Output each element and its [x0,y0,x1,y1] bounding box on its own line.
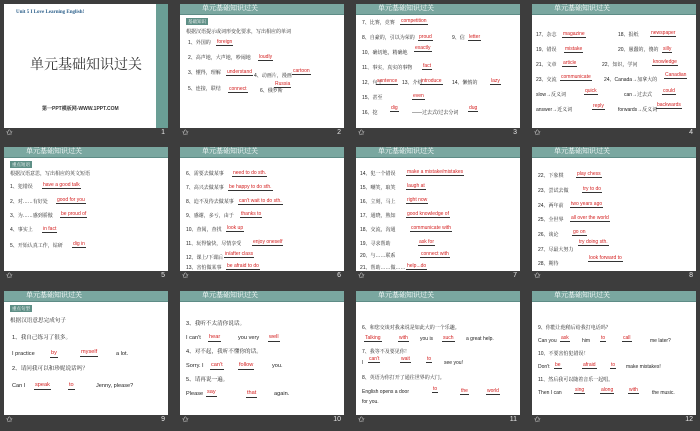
answer-fill: that [247,390,257,396]
item-prompt: 2、对……有好处 [10,199,48,205]
slide-number: 6 [337,272,341,279]
answer-fill: be proud of [61,211,87,217]
sentence-text: for you. [362,399,379,405]
sentence-text: I [362,360,364,366]
sentence-text: see you! [444,360,463,366]
title-slide [4,4,168,128]
item-prompt: 16、立刻，马上 [360,199,396,205]
item-prompt: 7、高兴去做某事 [186,185,224,191]
sentence-text: Then I can [538,390,562,396]
sentence-text: Jenny, please? [96,383,134,389]
item-prompt: 5、请再说一遍。 [186,377,229,383]
item-prompt: 24、Canada→加拿大的 [604,77,658,83]
answer-fill: communicate [561,74,591,80]
answer-fill: lazy [491,78,500,84]
item-prompt: 18、交流，沟通 [360,227,396,233]
slide-number: 9 [161,416,165,423]
slide-number: 7 [513,272,517,279]
answer-fill: myself [81,349,98,355]
slide-header-bar [180,147,344,158]
section-tag: 重点短语 [12,162,30,167]
slide-header-bar [4,147,168,158]
item-prompt: 2、高声地，大声地，吵闹地 [188,55,251,61]
slide-thumbnail-1[interactable] [4,4,168,140]
answer-fill: with [399,335,408,341]
item-prompt: 18、报纸 [618,32,639,38]
answer-fill: letter [469,34,481,40]
slide-header-bar [356,147,520,158]
slide-header-title: 单元基础知识过关 [554,148,610,155]
slide-header-bar [532,4,696,15]
item-prompt: 20、与……联系 [360,253,396,259]
answer-fill: fact [423,63,432,69]
star-icon[interactable]: ✩ [6,271,13,280]
section-tag: 重点句型 [12,306,30,311]
answer-fill: make a mistake/mistakes [407,169,464,175]
slide-footer [4,415,168,427]
answer-fill: dig [391,105,398,111]
answer-fill: exactly [415,45,431,51]
answer-fill: can't [369,356,380,362]
answer-fill: follow [239,362,254,368]
star-icon[interactable]: ✩ [358,128,365,137]
item-prompt: 11、玩得愉快，尽情享受 [186,241,242,247]
slide-thumbnail-5[interactable] [4,147,168,283]
sentence-text: I can't [186,335,201,341]
answer-fill: mistake [565,46,583,52]
answer-fill: reply [593,103,604,109]
answer-fill: cartoon [293,68,310,74]
answer-fill: article [563,60,577,66]
item-prompt: 11、然后我可以随着音乐一起唱。 [538,377,614,383]
answer-fill: loudly [259,54,273,60]
slide-footer [356,271,520,283]
answer-fill: even [413,93,424,99]
slide-thumbnail-9[interactable] [4,291,168,427]
slide-footer [356,415,520,427]
answer-fill: try doing sth. [579,239,608,245]
star-icon[interactable]: ✩ [534,271,541,280]
item-prompt: 4、动画片，漫画 [254,73,292,79]
item-prompt: 24、两年前 [538,203,564,209]
answer-fill: good knowledge of [407,211,449,217]
item-prompt: 13、害怕做某事 [186,265,222,271]
item-prompt: 5、开始认真工作，钻研 [10,243,63,249]
answer-fill: two years ago [571,201,603,207]
item-prompt: 8、自豪的，引以为荣的 [362,35,415,41]
slide-header-title: 单元基础知识过关 [554,292,610,299]
item-prompt: 28、期待 [538,261,559,267]
answer-fill: connect with [421,251,449,257]
item-prompt: 4、事实上 [10,227,33,233]
star-icon[interactable]: ✩ [534,415,541,424]
slide-header-title: 单元基础知识过关 [378,148,434,155]
answer-fill: try to do [583,186,602,192]
star-icon[interactable]: ✩ [6,415,13,424]
slide-footer [180,128,344,140]
slide-thumbnail-7[interactable] [356,147,520,283]
item-prompt: ——过去式/过去分词 [412,110,459,116]
item-prompt: 6、和您交谈对我来说是如此大的一个乐趣。 [362,325,460,331]
item-prompt: 9、你能让他稍后给我打电话吗？ [538,325,611,331]
answer-fill: silly [663,46,672,52]
answer-fill: Canadian [665,72,687,78]
slide-footer [356,128,520,140]
slide-content [532,147,696,271]
slide-content [180,291,344,415]
slide-content [4,147,168,271]
slide-content [356,291,520,415]
decorative-strip [156,4,168,128]
answer-fill: have a good talk [43,182,80,188]
answer-fill: newspaper [651,30,676,36]
answer-fill: wait [401,356,410,362]
answer-fill: speak [35,382,50,388]
item-prompt: 23、交流 [536,77,557,83]
answer-fill: good for you [57,197,85,203]
star-icon[interactable]: ✩ [358,271,365,280]
item-prompt: can→过去式 [624,92,653,98]
slide-footer [4,271,168,283]
item-prompt: 8、迫不及待去做某事 [186,199,234,205]
item-prompt: 8、英语为你打开了通往世界的大门。 [362,375,445,381]
slide-header-bar [532,291,696,302]
item-prompt: 14、犯一个错误 [360,171,396,177]
item-prompt: 15、嘲笑，取笑 [360,185,396,191]
sentence-text: the music. [652,390,675,396]
answer-fill: can't wait to do sth. [239,198,282,204]
item-prompt: 22、下象棋 [538,173,564,179]
item-prompt: 21、帮助……做…… [360,265,406,271]
item-prompt: 7、比赛，竞赛 [362,20,395,26]
item-prompt: 25、全世界 [538,217,564,223]
star-icon[interactable]: ✩ [358,415,365,424]
sentence-text: me later? [650,338,671,344]
slide-number: 2 [337,129,341,136]
sentence-text: Can I [12,383,26,389]
answer-fill: magazine [563,31,585,37]
item-prompt: 4、对不起，我听不懂你的话。 [186,349,262,355]
item-prompt: 14、懒惰的 [452,80,478,86]
slide-number: 1 [161,129,165,136]
slide-header-title: 单元基础知识过关 [202,148,258,155]
answer-fill: to [601,335,606,341]
answer-fill: connect [229,86,247,92]
answer-fill: along [601,387,614,393]
answer-fill: communicate with [411,225,452,231]
star-icon[interactable]: ✩ [182,271,189,280]
item-prompt: forwards→反义词 [618,107,658,113]
slide-thumbnail-8[interactable] [532,147,696,283]
item-prompt: 27、尽最大努力 [538,247,574,253]
slide-header-bar [180,291,344,302]
answer-fill: could [663,88,675,94]
answer-fill: be [555,362,561,368]
sentence-text: him [582,338,591,344]
slide-footer [532,271,696,283]
item-prompt: 19、错误 [536,47,557,53]
item-prompt: 9、信 [452,35,465,41]
sentence-text: you. [272,363,283,369]
slide-thumbnail-11[interactable] [356,291,520,427]
answer-fill: sing [575,387,585,393]
slide-content [356,147,520,271]
slide-footer [532,128,696,140]
answer-fill: Russia [275,81,291,87]
slide-thumbnail-10[interactable] [180,291,344,427]
sentence-text: again. [274,391,290,397]
slide-number: 10 [333,416,341,423]
item-prompt: 10、确切地，精确地 [362,50,408,56]
item-prompt: 20、愚蠢的，傻的 [618,47,659,53]
unit-title: Unit 5 I Love Learning English! [16,10,85,15]
answer-fill: understand [227,69,253,75]
answer-fill: help...do [407,263,427,269]
item-prompt: 12、句子 [362,80,383,86]
answer-fill: backwards [657,102,681,108]
answer-fill: to [427,356,432,362]
slide-header-bar [180,4,344,15]
sentence-text: you is [420,336,434,342]
sentence-text: English opens a door [362,389,409,395]
slide-header-bar [532,147,696,158]
slide-main-title: 单元基础知识过关 [30,57,142,73]
answer-fill: hear [209,334,221,340]
sentence-text: make mistakes! [626,364,661,370]
slide-number: 4 [689,129,693,136]
item-prompt: 1、犯错误 [10,184,33,190]
item-prompt: 3、为……感到骄傲 [10,213,53,219]
item-prompt: 22、知识，学问 [602,62,638,68]
item-prompt: 13、介绍 [402,80,423,86]
slide-content [180,4,344,128]
answer-fill: foreign [217,39,233,45]
answer-fill: ask for [419,239,435,245]
slide-header-bar [356,4,520,15]
slide-number: 11 [509,416,517,423]
slide-content [4,291,168,415]
answer-fill: world [487,388,499,394]
item-prompt: 12、课上/下课后 [186,255,223,261]
instruction-text: 根据汉语提示或词形变化要求，写出相应的单词 [186,29,292,35]
answer-fill: play chess [577,171,601,177]
answer-fill: by [51,350,57,356]
answer-fill: knowledge [653,59,677,65]
item-prompt: 10、查阅，查找 [186,227,222,233]
answer-fill: be afraid to do [227,263,259,269]
item-prompt: 15、甚至 [362,95,383,101]
slide-header-title: 单元基础知识过关 [378,292,434,299]
answer-fill: to [433,386,438,392]
answer-fill: go on [573,229,586,235]
answer-fill: say [207,389,216,395]
answer-fill: the [461,388,468,394]
slide-header-title: 单元基础知识过关 [378,5,434,12]
slide-footer [180,415,344,427]
slide-header-title: 单元基础知识过关 [26,148,82,155]
answer-fill: sentence [377,78,398,84]
sentence-text: Sorry. I [186,363,204,369]
sentence-text: Please [186,391,204,397]
answer-fill: with [629,387,638,393]
slide-content [180,147,344,271]
item-prompt: 26、谈论 [538,232,559,238]
sentence-text: Can you [538,338,557,344]
answer-fill: look forward to [589,255,622,261]
answer-fill: proud [419,34,432,40]
section-tag: 基础知识 [188,19,206,24]
slide-header-title: 单元基础知识过关 [26,292,82,299]
sentence-text: a lot. [116,351,129,357]
slide-number: 3 [513,129,517,136]
slide-content [532,291,696,415]
item-prompt: 6、俄罗斯 [260,88,283,94]
slide-number: 5 [161,272,165,279]
answer-fill: all over the world [571,215,609,221]
star-icon[interactable]: ✩ [182,128,189,137]
item-prompt: 19、寻求帮助 [360,241,391,247]
slide-header-title: 单元基础知识过关 [202,292,258,299]
slide-thumbnail-2[interactable] [180,4,344,140]
answer-fill: to [611,362,616,368]
answer-fill: Talking [365,335,381,341]
slide-header-bar [4,291,168,302]
item-prompt: 23、尝试去做 [538,188,569,194]
item-prompt: slow→反义词 [536,92,567,98]
slide-footer [4,128,168,140]
site-watermark: 第一PPT模板网-WWW.1PPT.COM [42,106,119,112]
item-prompt: 11、事实，真实的事物 [362,65,413,71]
answer-fill: such [443,335,454,341]
item-prompt: 3、我听不太清你说话。 [186,321,246,327]
item-prompt: 7、我等不及要见你！ [362,349,410,355]
sentence-text: I practice [12,351,35,357]
slide-header-bar [356,291,520,302]
item-prompt: 16、挖 [362,110,378,116]
slide-thumbnail-4[interactable] [532,4,696,140]
answer-fill: ask [561,335,569,341]
sentence-text: a great help. [466,336,494,342]
item-prompt: 3、懂得，理解 [188,70,221,76]
answer-fill: dug [469,105,478,111]
item-prompt: 17、通晓，熟知 [360,213,396,219]
item-prompt: 5、连接，联结 [188,86,221,92]
slide-header-title: 单元基础知识过关 [202,5,258,12]
slide-content [356,4,520,128]
slide-header-title: 单元基础知识过关 [554,5,610,12]
sentence-text: Don't [538,364,550,370]
slide-thumbnail-3[interactable] [356,4,520,140]
answer-fill: laugh at [407,183,425,189]
answer-fill: look up [227,225,244,231]
slide-number: 8 [689,272,693,279]
answer-fill: be happy to do sth. [229,184,272,190]
answer-fill: afraid [583,362,596,368]
answer-fill: need to do sth. [233,170,267,176]
answer-fill: right now [407,197,428,203]
item-prompt: 2、请问我可以和珍妮说话吗？ [12,366,88,372]
item-prompt: 9、感谢，多亏，由于 [186,213,234,219]
slide-content [532,4,696,128]
instruction-text: 根据汉语意思完成句子 [10,318,66,324]
answer-fill: in fact [43,226,57,232]
item-prompt: 10、不要害怕犯错误！ [538,351,589,357]
item-prompt: 21、文章 [536,62,557,68]
slide-footer [180,271,344,283]
answer-fill: enjoy oneself [253,239,283,245]
star-icon[interactable]: ✩ [182,415,189,424]
slide-number: 12 [685,416,693,423]
slide-footer [532,415,696,427]
answer-fill: to [69,382,74,388]
answer-fill: thanks to [241,211,262,217]
item-prompt: 17、杂志 [536,32,557,38]
answer-fill: call [623,335,631,341]
answer-fill: introduce [421,78,442,84]
answer-fill: can't [211,362,223,368]
answer-fill: in/after class [225,251,254,257]
answer-fill: dig in [73,241,85,247]
sentence-text: you very [238,335,260,341]
instruction-text: 根据汉语意思，写出相应的英文短语 [10,171,91,177]
star-icon[interactable]: ✩ [6,128,13,137]
star-icon[interactable]: ✩ [534,128,541,137]
slide-thumbnail-6[interactable] [180,147,344,283]
slide-thumbnail-12[interactable] [532,291,696,427]
item-prompt: 6、需要去做某事 [186,171,224,177]
answer-fill: well [269,334,279,340]
answer-fill: competition [401,18,427,24]
item-prompt: 1、外国的 [188,40,211,46]
answer-fill: quick [585,88,597,94]
item-prompt: 1、我自己练习了很多。 [12,335,72,341]
item-prompt: answer→近义词 [536,107,573,113]
